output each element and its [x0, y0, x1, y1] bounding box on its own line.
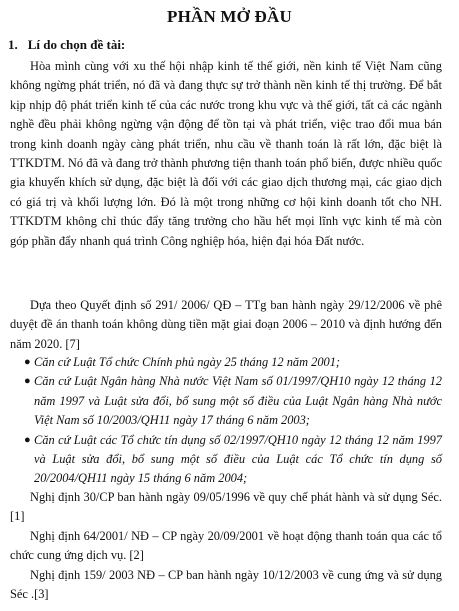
section-heading-text: Lí do chọn đề tài:: [27, 37, 126, 52]
list-item: [10, 431, 442, 489]
section-heading: [8, 37, 125, 53]
bullet-icon: ●: [24, 433, 31, 446]
legal-basis-list: [10, 353, 442, 489]
decree-159-paragraph: Nghị định 159/ 2003 NĐ – CP ban hành ngày 10/12/2003 về cung ứng và sử dụng Séc .[3]: [10, 568, 442, 602]
list-item: [10, 372, 442, 430]
list-item: [10, 353, 442, 372]
bullet-icon: ●: [24, 375, 31, 388]
decree-30-paragraph: Nghị định 30/CP ban hành ngày 09/05/1996 về quy chế phát hành và sử dụng Séc. [1]: [10, 490, 442, 524]
decree-64-paragraph: Nghị định 64/2001/ NĐ – CP ngày 20/09/2001 về hoạt động thanh toán qua các tổ chức cung ứng dịch vụ. [2]: [10, 529, 442, 563]
list-item-text: Căn cứ Luật các Tổ chức tín dụng số 02/1997/QH10 ngày 12 tháng 12 năm 1997 và Luật sửa đổi, bổ sung một số điều của Luật các Tổ chức tín dụng số 20/2004/QH11 ngày 15 tháng 6 năm 2004;: [34, 432, 442, 486]
list-item-text: Căn cứ Luật Tổ chức Chính phủ ngày 25 tháng 12 năm 2001;: [34, 355, 341, 369]
decision-paragraph: Dựa theo Quyết định số 291/ 2006/ QĐ – TTg ban hành ngày 29/12/2006 về phê duyệt đề án thanh toán không dùng tiền mặt giai đoạn 2006 – 2010 và định hướng đến năm 2020. [7]: [10, 298, 442, 351]
page-title: PHẦN MỞ ĐẦU: [167, 7, 292, 26]
intro-paragraph: Hòa mình cùng với xu thế hội nhập kinh tế thế giới, nền kinh tế Việt Nam cũng không ngừng phát triển, nó đã và đang thực sự trở thành nền kinh tế thị trường. Để bắt kịp nhịp độ phát triển kinh tế của các nước trong khu vực và thế giới, tất cả các ngành nghề đều phải không ngừng vận động để tồn tại và phát triển, việc trao đổi mua bán trong kinh doanh ngày càng phát triển, nhu cầu về thanh toán là rất lớn, đặc biệt là TTKDTM. Nó đã và đang trở thành phương tiện thanh toán phổ biến, được nhiều quốc gia khuyến khích sử dụng, đặc biệt là đối với các giao dịch thương mại, các giao dịch có giá trị và khối lượng lớn. Đó là một trong những cơ hội kinh doanh tốt cho NH. TTKDTM không chỉ thúc đẩy tăng trưởng cho hầu hết mọi lĩnh vực kinh tế mà còn góp phần đẩy nhanh quá trình Công nghiệp hóa, hiện đại hóa Đất nước.: [10, 59, 442, 248]
bullet-icon: ●: [24, 356, 31, 368]
list-item-text: Căn cứ Luật Ngân hàng Nhà nước Việt Nam số 01/1997/QH10 ngày 12 tháng 12 năm 1997 và Luật sửa đổi, bổ sung một số điều của Luật Ngân hàng Nhà nước Việt Nam số 10/2003/QH11 ngày 17 tháng 6 năm 2003;: [34, 374, 442, 428]
section-number: 1.: [8, 37, 18, 52]
